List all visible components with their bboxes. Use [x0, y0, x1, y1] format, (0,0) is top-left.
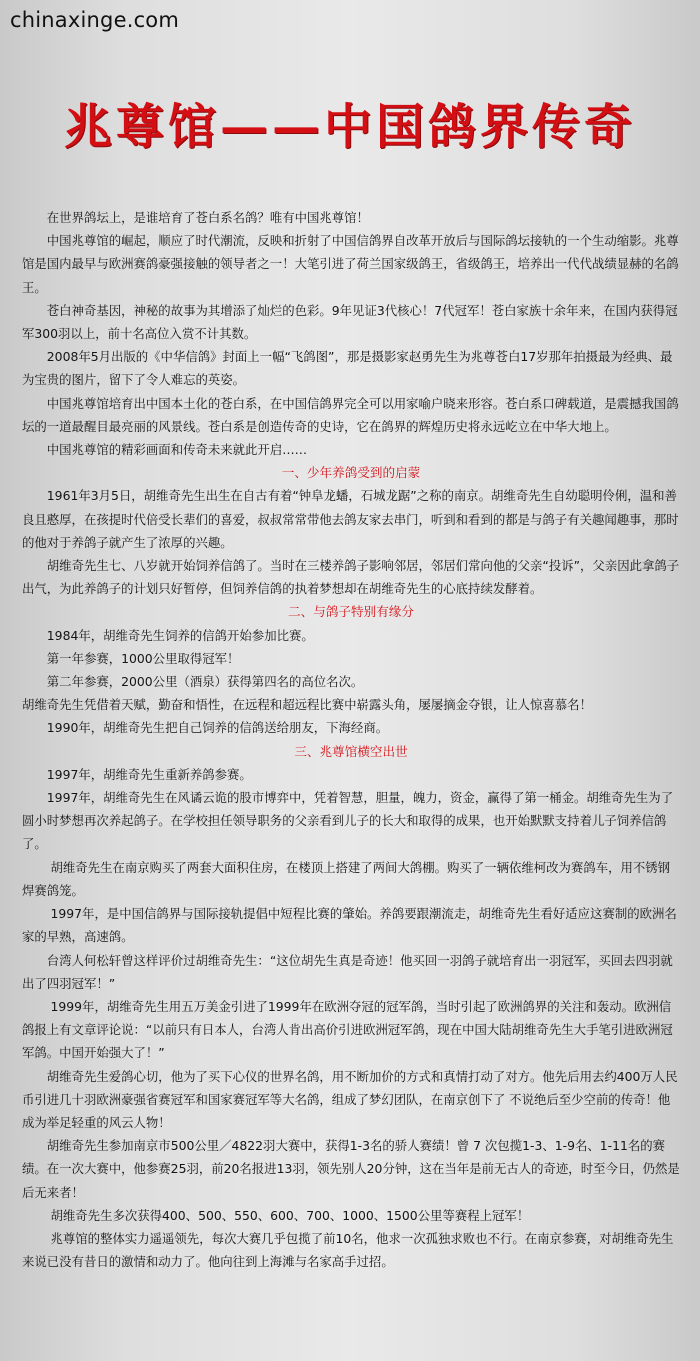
paragraph: 1961年3月5日，胡维奇先生出生在自古有着“钟阜龙蟠，石城龙踞”之称的南京。胡维奇先生自幼聪明伶俐，温和善良且憨厚，在孩提时代倍受长辈们的喜爱，叔叔常常带他去鸽友家去串门，听到和看到的都是与鸽子有关趣闻趣事，那时的他对于养鸽子就产生了浓厚的兴趣。 [22, 488, 679, 550]
paragraph: 中国兆尊馆的崛起，顺应了时代潮流，反映和折射了中国信鸽界自改革开放后与国际鸽坛接轨的一个生动缩影。兆尊馆是国内最早与欧洲赛鸽豪强接触的领导者之一！大笔引进了荷兰国家级鸽王，省级鸽王，培养出一代代战绩显赫的名鸽王。 [22, 233, 679, 295]
paragraph: 1999年，胡维奇先生用五万美金引进了1999年在欧洲夺冠的冠军鸽，当时引起了欧洲鸽界的关注和轰动。欧洲信鸽报上有文章评论说：“以前只有日本人，台湾人肯出高价引进欧洲冠军鸽，现在中国大陆胡维奇先生大手笔引进欧洲冠军鸽。中国开始强大了！” [22, 998, 673, 1061]
paragraph: 胡维奇先生凭借着天赋，勤奋和悟性，在远程和超远程比赛中崭露头角，屡屡摘金夺银，让人惊喜慕名！ [22, 697, 592, 713]
paragraph: 胡维奇先生在南京购买了两套大面积住房，在楼顶上搭建了两间大鸽棚。购买了一辆依维柯改为赛鸽车，用不锈钢焊赛鸽笼。 [22, 859, 671, 898]
section-heading-1: 一、少年养鸽受到的启蒙 [281, 465, 421, 481]
page-title: 兆尊馆——中国鸽界传奇 [63, 99, 636, 155]
paragraph: 第一年参赛，1000公里取得冠军！ [46, 650, 240, 666]
paragraph: 1997年，是中国信鸽界与国际接轨提倡中短程比赛的肇始。养鸽要跟潮流走，胡维奇先生看好适应这赛制的欧洲名家的早熟，高速鸽。 [22, 906, 677, 945]
paragraph: 兆尊馆的整体实力遥遥领先，每次大赛几乎包揽了前10名，他求一次孤独求败也不行。在南京参赛，对胡维奇先生来说已没有昔日的激情和动力了。他向往到上海滩与名家高手过招。 [22, 1230, 674, 1270]
paragraph: 中国兆尊馆的精彩画面和传奇未来就此开启…… [46, 442, 307, 458]
paragraph: 中国兆尊馆培育出中国本土化的苍白系，在中国信鸽界完全可以用家喻户晓来形容。苍白系口碑载道，是震撼我国鸽坛的一道最醒目最亮丽的风景线。苍白系是创造传奇的史诗，它在鸽界的辉煌历史将永远屹立在中华大地上。 [22, 395, 679, 434]
paragraph: 胡维奇先生七、八岁就开始饲养信鸽了。当时在三楼养鸽子影响邻居，邻居们常向他的父亲“投诉”，父亲因此拿鸽子出气，为此养鸽子的计划只好暂停，但饲养信鸽的执着梦想却在胡维奇先生的心底持续发酵着。 [22, 558, 680, 597]
section-heading-3: 三、兆尊馆横空出世 [294, 743, 408, 759]
section-heading-2: 二、与鸽子特别有缘分 [288, 604, 414, 620]
paragraph: 胡维奇先生参加南京市500公里／4822羽大赛中，获得1-3名的骄人赛绩！曾 7 次包揽1-3、1-9名、1-11名的赛绩。在一次大赛中，他参赛25羽，前20名报进13羽，领先别人20分钟，这在当年是前无古人的奇迹，时至今日，仍然是后无来者！ [22, 1138, 680, 1200]
site-watermark: chinaxinge.com [10, 8, 180, 32]
paragraph: 苍白神奇基因，神秘的故事为其增添了灿烂的色彩。9年见证3代核心！7代冠军！苍白家族十余年来，在国内获得冠军300羽以上，前十名高位入赏不计其数。 [22, 302, 678, 342]
article-body [22, 206, 680, 1273]
paragraph: 第二年参赛，2000公里（酒泉）获得第四名的高位名次。 [46, 674, 364, 690]
paragraph: 胡维奇先生多次获得400、500、550、600、700、1000、1500公里等赛程上冠军！ [50, 1207, 530, 1223]
paragraph: 胡维奇先生爱鸽心切，他为了买下心仪的世界名鸽，用不断加价的方式和真情打动了对方。他先后用去约400万人民币引进几十羽欧洲豪强省赛冠军和国家赛冠军等大名鸽，组成了梦幻团队，在南京创下了 不说绝后至少空前的传奇！他成为举足轻重的风云人物！ [22, 1068, 678, 1130]
paragraph: 1990年，胡维奇先生把自己饲养的信鸽送给朋友，下海经商。 [46, 720, 389, 736]
paragraph: 在世界鸽坛上，是谁培育了苍白系名鸽？唯有中国兆尊馆！ [46, 210, 369, 225]
paragraph: 1997年，胡维奇先生在风谲云诡的股市博弈中，凭着智慧，胆量，魄力，资金，赢得了第一桶金。胡维奇先生为了圆小时梦想再次养起鸽子。在学校担任领导职务的父亲看到儿子的长大和取得的成果，也开始默默支持着儿子饲养信鸽了。 [22, 790, 674, 852]
paragraph: 1997年，胡维奇先生重新养鸽参赛。 [46, 766, 252, 782]
paragraph: 2008年5月出版的《中华信鸽》封面上一幅“飞鸽图”，那是摄影家赵勇先生为兆尊苍白17岁那年拍摄最为经典、最为宝贵的图片，留下了令人难忘的英姿。 [22, 349, 673, 388]
paragraph: 1984年，胡维奇先生饲养的信鸽开始参加比赛。 [46, 627, 314, 643]
paragraph: 台湾人何松轩曾这样评价过胡维奇先生：“这位胡先生真是奇迹！他买回一羽鸽子就培育出一羽冠军，买回去四羽就出了四羽冠军！” [22, 952, 673, 991]
